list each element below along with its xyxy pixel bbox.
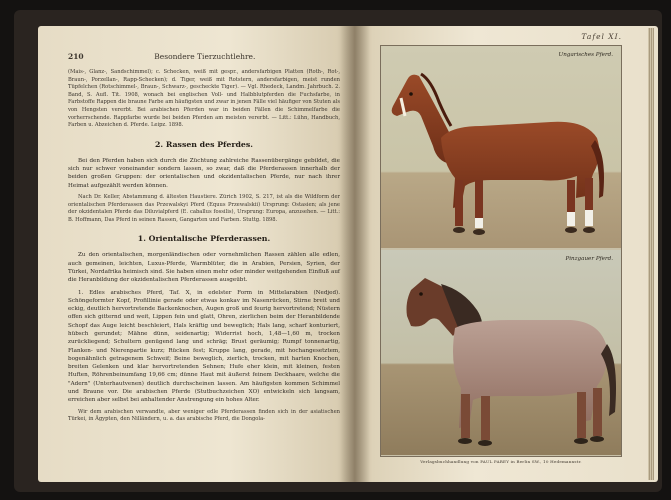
right-page-content	[380, 32, 622, 464]
plate-top-caption: Ungarisches Pferd.	[558, 52, 613, 58]
plate-bottom-caption: Pinzgauer Pferd.	[565, 256, 613, 262]
plate-frame	[380, 45, 622, 457]
publisher-line: Verlagsbuchhandlung von PAUL PAREY in Berlin SW., 10 Hedemannstr.	[420, 459, 582, 464]
plate-label: Tafel XI.	[581, 32, 622, 41]
plate-pinzgau-horse	[381, 250, 621, 455]
plate-hungarian-horse	[381, 46, 621, 248]
page-edge	[648, 28, 654, 480]
arab-paragraph: 1. Edles arabisches Pferd, Taf. X, in edelster Form in Mittelarabien (Nedjed). Schöngeformter Kopf, Profillinie gerade oder etwas konkav im Nasenrücken, Stirne breit und eckig, deutlich hervortretende Backenknochen, Augen groß und feurig hervortretend; Nüstern offen sich gitternd und weit, Lippen fein und glatt, Ohren, zierlichen beim der Heranbildende Schopf das Auge leicht beschleiert, Hals kräftig und beweglich; Hals lang, scharf konturiert, hübsch gerundet; Mähne dünn, seidenartig; Widerrist hoch, 1,48—1,60 m, trocken zurückliegend; Schultern genügend lang und schräg; Brust geräumig; Rumpf tonnenartig, Flanken- und Nierenpartie kurz; Rücken fest; Kruppe lang, gerade, mit hochangesetztem, bogenähnlich getragenem Schweif; Beine beweglich, zierlich, trocken, mit harten Knochen, breiten Gelenken und klar hervortretenden Sehnen; Hufe eher klein, mit kleinen, festen Huften, Röhrenbeinumfang 19,66 cm; dünne Haut mit äußerst feinem Deckhaare, welche die "Adern" (Unterhautvenen) deutlich durchscheinen lassen. Am häufigsten kommen Schimmel und Braune vor. Die arabischen Pferde (Stutbuchzeichen XO) entwickeln sich langsam, erreichen aber selbst bei anhaltender Anstrengung ein hohes Alter.	[68, 289, 340, 404]
page-header	[68, 52, 340, 61]
section-paragraph: Bei den Pferden haben sich durch die Züchtung zahlreiche Rassenübergänge gebildet, die sich nur schwer voneinander sondern lassen, so zwar, daß die Pferderassen innerhalb der beiden großen Gruppen: der orientalischen und okzidentalischen Pferde, nur nach ihrer Heimat aufgezählt werden können.	[68, 157, 340, 189]
subsection-heading: 1. Orientalische Pferderassen.	[137, 234, 271, 244]
pinzgau-horse-illustration	[381, 250, 621, 455]
left-page	[38, 26, 356, 482]
book-spread	[14, 10, 662, 492]
page-number: 210	[68, 52, 84, 61]
subsection-paragraph: Zu den orientalischen, morgenländischen oder vornehmlichen Rassen zählen alle edlen, auch gemeinen, leichten, Luxus-Pferde, Warmblüter, die in Arabien, Persien, Syrien, der Türkei, Nordafrika heimisch sind. Sie haben einen mehr oder minder weitgehenden Einfluß auf die Heranbildung der okzidentalischen Pferderassen ausgeübt.	[68, 252, 340, 284]
intro-paragraph: (Mais-, Glanz-, Sandschimmel); c. Schecken, weiß mit gespr., andersfarbigen Platten (Roth-, Rot-, Braun-, Porzellan-, Rapp-Schecken); d. Tiger, weiß mit Rotstern, andersfarbigen, meist runden Tüpfelchen (Rotschimmel-, Braun-, Schwarz-, gescheckte Tiger). — Vgl. Rhedeck, Landm. Jahrbuch. 2. Band, S. Aufl. Tit. 1908, wonach bei englischen Voll- und Halbblutpferden die Fuchsfarbe, in Farbstoffe Rappen die braune Farbe am häufigsten und zwar in jenen Fälle viel häufiger von Stuten als von Hengsten vererbt. Bei arabischen Pferden war in beiden Fällen die Schimmelfarbe die vorherrschende. Rappfarbe wurde bei beiden Pferden am meisten vererbt. — Litt.: Lühn, Handbuch, Farben u. Abzeichen d. Pferde. Leipz. 1898.	[68, 69, 340, 129]
spine-shadow	[340, 26, 370, 482]
closing-paragraph: Wir dem arabischen verwandte, aber weniger edle Pferderassen finden sich in der asiatischen Türkei, in Ägypten, den Nilländern, u. a. das arabische Pferd, die Dongola-	[68, 408, 340, 423]
section-heading: 2. Rassen des Pferdes.	[154, 139, 253, 149]
literature-note: Nach Dr. Keller, Abstammung d. ältesten Haustiere. Zürich 1902, S. 217, ist als die Wildform der orientalischen Pferderassen das Przewalskyi Pferd (Equus Przewalskii) Ursprung: Ostasien; als jene der okzidentalen Pferde das Diluvialpferd (E. caballus fossilis), Ursprung: Europa, anzusehen. — Litt.: B. Hoffmann, Das Pferd in seinen Rassen, Gangarten und Farben. Stuttg. 1898.	[68, 193, 340, 223]
hungarian-horse-illustration	[381, 46, 621, 248]
left-page-content	[68, 52, 340, 428]
right-page	[354, 26, 658, 482]
running-head: Besondere Tierzuchtlehre.	[154, 52, 256, 61]
